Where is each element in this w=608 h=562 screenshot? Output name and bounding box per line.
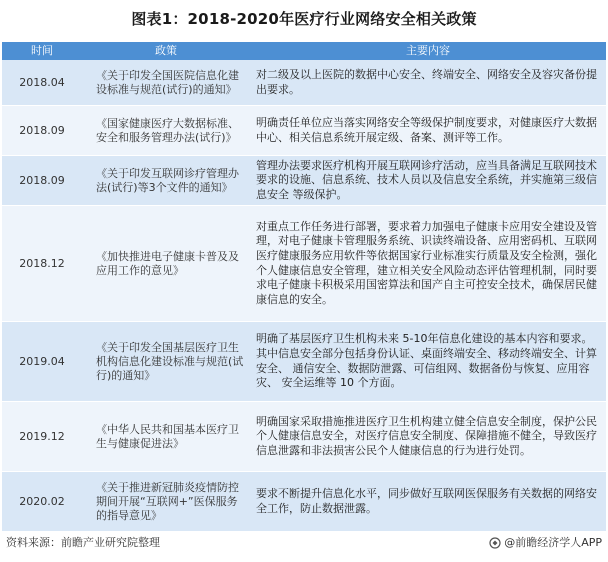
table-row bbox=[2, 472, 606, 532]
cell-content: 明确了基层医疗卫生机构未来 5-10年信息化建设的基本内容和要求。其中信息安全部分包括身份认证、桌面终端安全、移动终端安全、计算安全、 通信安全、数据防泄露、可信组网、数据备份与恢复、应用容灾、 安全运维等 10 个方面。 bbox=[256, 332, 597, 390]
table-row bbox=[2, 322, 606, 402]
cell-time: 2019.12 bbox=[19, 430, 65, 443]
cell-time: 2018.09 bbox=[19, 124, 65, 137]
cell-policy: 《国家健康医疗大数据标准、安全和服务管理办法(试行)》 bbox=[96, 116, 239, 144]
table-row bbox=[2, 60, 606, 106]
header-time: 时间 bbox=[31, 44, 53, 57]
table-row bbox=[2, 402, 606, 472]
cell-content: 管理办法要求医疗机构开展互联网诊疗活动，应当具备满足互联网技术要求的设施、信息系统、技术人员以及信息安全系统，并实施第三级信息安全 等级保护。 bbox=[256, 158, 597, 201]
cell-policy: 《加快推进电子健康卡普及及应用工作的意见》 bbox=[96, 249, 239, 277]
cell-content: 明确国家采取措施推进医疗卫生机构建立健全信息安全制度，保护公民个人健康信息安全，对医疗信息安全制度、保障措施不健全，导致医疗信息泄露和非法损害公民个人健康信息的行为进行处罚。 bbox=[256, 414, 597, 457]
table-header bbox=[2, 42, 606, 60]
cell-time: 2018.09 bbox=[19, 174, 65, 187]
header-policy: 政策 bbox=[155, 44, 177, 57]
cell-policy: 《关于推进新冠肺炎疫情防控期间开展“互联网+”医保服务的指导意见》 bbox=[96, 480, 239, 522]
brand-logo-icon bbox=[489, 537, 501, 549]
cell-policy: 《关于印发全国医院信息化建设标准与规范(试行)的通知》 bbox=[96, 68, 239, 96]
cell-policy: 《中华人民共和国基本医疗卫生与健康促进法》 bbox=[96, 422, 239, 450]
cell-policy: 《关于印发互联网诊疗管理办法(试行)等3个文件的通知》 bbox=[96, 166, 239, 194]
header-content: 主要内容 bbox=[406, 44, 450, 57]
brand-credit bbox=[489, 534, 602, 552]
cell-time: 2020.02 bbox=[19, 495, 65, 508]
brand-label: @前瞻经济学人APP bbox=[504, 536, 602, 549]
cell-time: 2018.12 bbox=[19, 257, 65, 270]
table-row bbox=[2, 156, 606, 206]
table-row bbox=[2, 106, 606, 156]
cell-time: 2019.04 bbox=[19, 355, 65, 368]
cell-content: 要求不断提升信息化水平，同步做好互联网医保服务有关数据的网络安全工作，防止数据泄露。 bbox=[256, 486, 597, 515]
cell-time: 2018.04 bbox=[19, 76, 65, 89]
footer bbox=[6, 534, 602, 552]
table-title: 图表1：2018-2020年医疗行业网络安全相关政策 bbox=[131, 10, 477, 28]
cell-policy: 《关于印发全国基层医疗卫生机构信息化建设标准与规范(试行)的通知》 bbox=[96, 340, 244, 382]
table-row bbox=[2, 206, 606, 322]
source-note: 资料来源：前瞻产业研究院整理 bbox=[6, 536, 160, 549]
policy-table bbox=[2, 42, 606, 532]
cell-content: 明确责任单位应当落实网络安全等级保护制度要求，对健康医疗大数据中心、相关信息系统开展定级、备案、测评等工作。 bbox=[256, 115, 597, 144]
cell-content: 对二级及以上医院的数据中心安全、终端安全、网络安全及容灾备份提出要求。 bbox=[256, 67, 597, 96]
cell-content: 对重点工作任务进行部署，要求着力加强电子健康卡应用安全建设及管理，对电子健康卡管理服务系统、识读终端设备、应用密码机、互联网医疗健康服务应用软件等依据国家行业标准实行质量及安全检测，强化个人健康信息安全管理，建立相关安全风险动态评估管理机制，同时要求电子健康卡积极采用国密算法和国产自主可控安全技术，确保居民健康信息的安全。 bbox=[256, 219, 597, 306]
